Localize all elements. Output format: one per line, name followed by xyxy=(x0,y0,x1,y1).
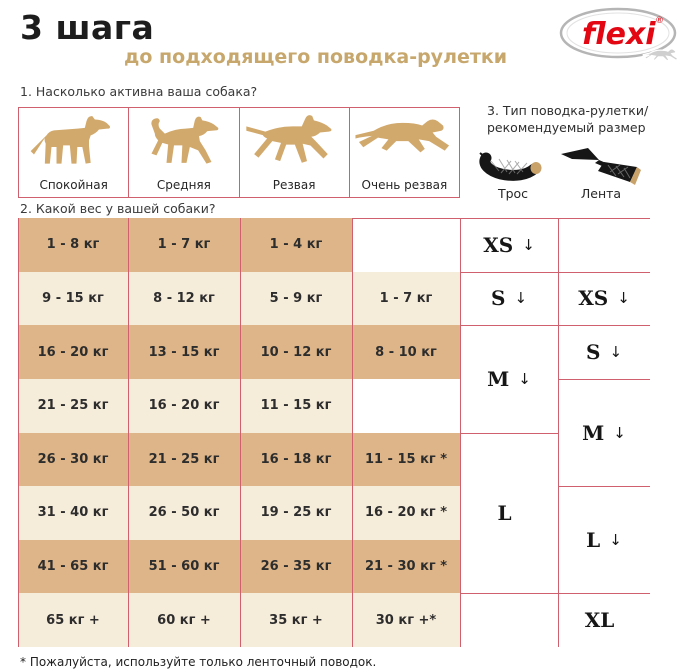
size-letter: XS xyxy=(483,232,514,257)
grid-line xyxy=(460,433,558,434)
step3-label: 3. Тип поводка-рулетки/ рекомендуемый размер xyxy=(487,103,649,135)
cord-type-label: Трос xyxy=(497,186,529,201)
tape-size-XS xyxy=(558,272,650,326)
cord-size-S xyxy=(460,272,558,326)
grid-line xyxy=(558,379,650,380)
flexi-logo xyxy=(558,6,684,68)
weight-cell-4-2: 16 - 18 кг xyxy=(240,433,352,487)
down-arrow-icon: ↓ xyxy=(617,289,630,308)
size-letter: XS xyxy=(578,286,609,311)
weight-cell-7-3: 30 кг +* xyxy=(352,593,460,647)
very-frisky-dog-icon xyxy=(352,111,456,173)
grid-line xyxy=(460,272,650,273)
tape-leash-icon xyxy=(558,146,644,186)
calm-dog-icon xyxy=(24,111,124,173)
weight-cell-1-0: 9 - 15 кг xyxy=(18,272,128,326)
weight-cell-2-3: 8 - 10 кг xyxy=(352,325,460,379)
grid-line xyxy=(558,486,650,487)
tape-size-L xyxy=(558,486,650,593)
weight-cell-6-1: 51 - 60 кг xyxy=(128,540,240,594)
step1-label: 1. Насколько активна ваша собака? xyxy=(20,84,258,99)
weight-cell-5-1: 26 - 50 кг xyxy=(128,486,240,540)
weight-cell-2-2: 10 - 12 кг xyxy=(240,325,352,379)
weight-cell-0-2: 1 - 4 кг xyxy=(240,218,352,272)
grid-line xyxy=(460,325,650,326)
weight-cell-5-3: 16 - 20 кг * xyxy=(352,486,460,540)
registered-mark: ® xyxy=(655,16,664,26)
grid-line xyxy=(460,593,650,594)
frisky-dog-icon xyxy=(242,111,346,173)
weight-cell-0-3 xyxy=(352,218,460,272)
tape-type-label: Лента xyxy=(580,186,622,201)
down-arrow-icon: ↓ xyxy=(518,369,531,388)
size-letter: M xyxy=(582,420,605,445)
down-arrow-icon: ↓ xyxy=(514,289,528,308)
weight-cell-1-1: 8 - 12 кг xyxy=(128,272,240,326)
size-letter: S xyxy=(585,340,601,365)
weight-cell-7-0: 65 кг + xyxy=(18,593,128,647)
weight-cell-0-1: 1 - 7 кг xyxy=(128,218,240,272)
weight-cell-6-0: 41 - 65 кг xyxy=(18,540,128,594)
activity-label: Резвая xyxy=(272,178,316,192)
grid-line xyxy=(352,218,650,219)
page-title: 3 шага xyxy=(20,8,155,47)
activity-cell-medium xyxy=(129,108,239,197)
weight-cell-1-3: 1 - 7 кг xyxy=(352,272,460,326)
flexi-brand-text: flexi xyxy=(582,17,656,52)
activity-label: Средняя xyxy=(156,178,211,192)
medium-dog-icon xyxy=(134,111,234,173)
weight-cell-3-3 xyxy=(352,379,460,433)
tape-size-XL xyxy=(558,593,650,647)
weight-cell-6-3: 21 - 30 кг * xyxy=(352,540,460,594)
weight-cell-5-0: 31 - 40 кг xyxy=(18,486,128,540)
size-letter: M xyxy=(487,366,510,391)
cord-size-M xyxy=(460,325,558,432)
cord-size-L xyxy=(460,433,558,594)
grid-line xyxy=(18,218,19,647)
weight-cell-7-1: 60 кг + xyxy=(128,593,240,647)
size-letter: L xyxy=(586,527,601,552)
weight-cell-4-3: 11 - 15 кг * xyxy=(352,433,460,487)
grid-line xyxy=(558,218,559,647)
grid-line xyxy=(240,218,241,647)
weight-size-table xyxy=(18,218,650,647)
page-subtitle: до подходящего поводка-рулетки xyxy=(124,46,508,68)
tape-size-S xyxy=(558,325,650,379)
down-arrow-icon: ↓ xyxy=(609,530,622,549)
weight-cell-3-1: 16 - 20 кг xyxy=(128,379,240,433)
grid-line xyxy=(128,218,129,647)
size-letter: L xyxy=(497,500,512,525)
weight-cell-4-0: 26 - 30 кг xyxy=(18,433,128,487)
activity-table xyxy=(18,107,460,198)
down-arrow-icon: ↓ xyxy=(522,235,535,254)
size-letter: S xyxy=(490,286,506,311)
tape-size-M xyxy=(558,379,650,486)
down-arrow-icon: ↓ xyxy=(613,423,626,442)
cord-leash-icon xyxy=(477,150,549,184)
weight-cell-1-2: 5 - 9 кг xyxy=(240,272,352,326)
weight-cell-2-0: 16 - 20 кг xyxy=(18,325,128,379)
weight-cell-0-0: 1 - 8 кг xyxy=(18,218,128,272)
weight-cell-6-2: 26 - 35 кг xyxy=(240,540,352,594)
weight-cell-3-2: 11 - 15 кг xyxy=(240,379,352,433)
cord-size-XS xyxy=(460,218,558,272)
activity-label: Спокойная xyxy=(39,178,108,192)
activity-label: Очень резвая xyxy=(361,178,448,192)
activity-cell-very-frisky xyxy=(350,108,459,197)
weight-cell-5-2: 19 - 25 кг xyxy=(240,486,352,540)
down-arrow-icon: ↓ xyxy=(609,343,623,362)
step2-label: 2. Какой вес у вашей собаки? xyxy=(20,201,216,216)
weight-cell-7-2: 35 кг + xyxy=(240,593,352,647)
weight-cell-2-1: 13 - 15 кг xyxy=(128,325,240,379)
size-letter: XL xyxy=(584,608,615,633)
weight-cell-3-0: 21 - 25 кг xyxy=(18,379,128,433)
activity-cell-calm xyxy=(19,108,129,197)
grid-line xyxy=(352,218,353,647)
weight-cell-4-1: 21 - 25 кг xyxy=(128,433,240,487)
footnote: * Пожалуйста, используйте только ленточный поводок. xyxy=(20,655,377,669)
activity-cell-frisky xyxy=(240,108,350,197)
